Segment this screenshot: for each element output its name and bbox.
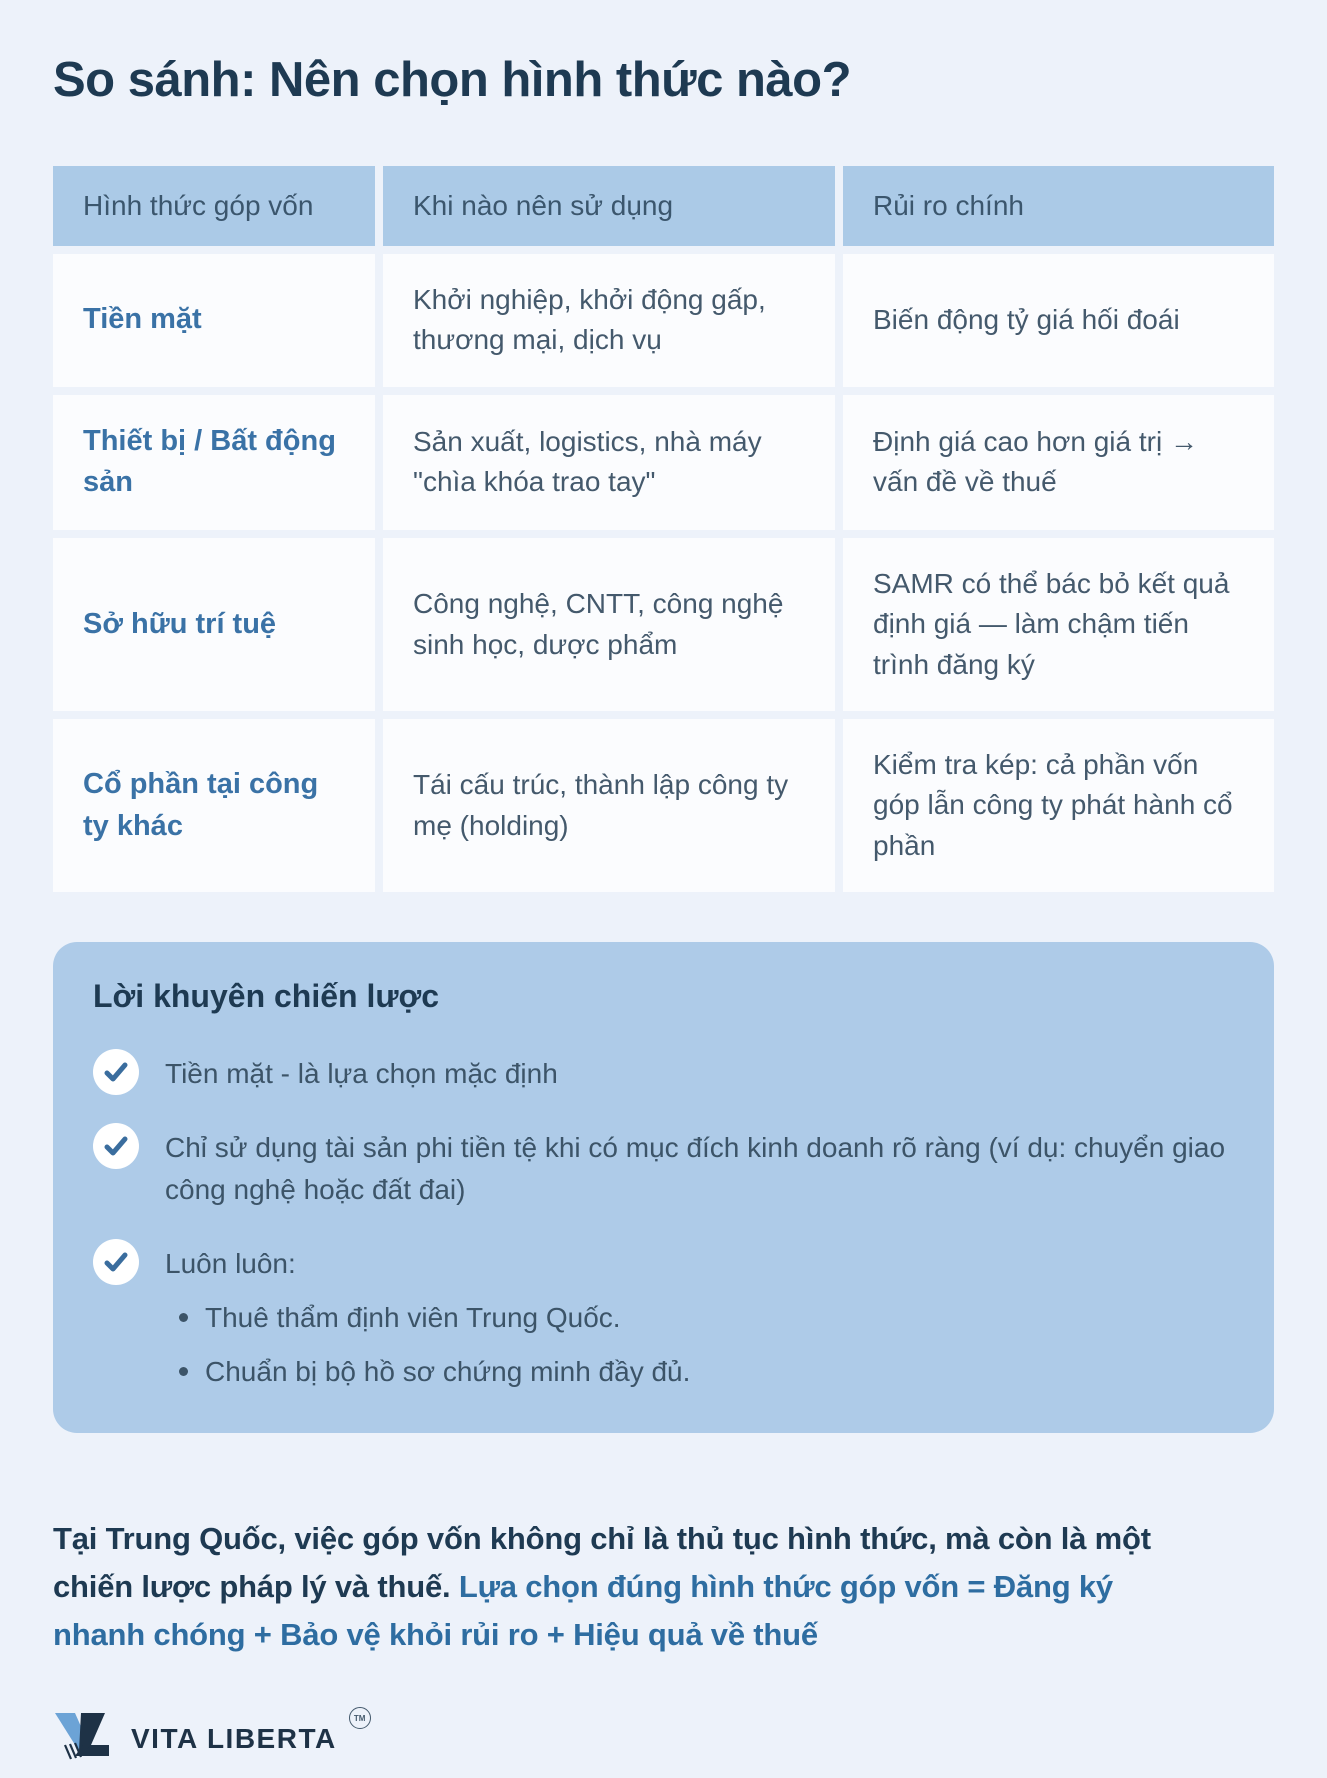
check-icon — [93, 1123, 139, 1169]
advice-item-non-cash-assets — [93, 1123, 1232, 1211]
table-row-shares-when: Tái cấu trúc, thành lập công ty mẹ (holding) — [383, 719, 835, 892]
table-header-when: Khi nào nên sử dụng — [383, 166, 835, 246]
table-row-shares-form: Cổ phần tại công ty khác — [53, 719, 375, 892]
table-row-shares-risk: Kiểm tra kép: cả phần vốn góp lẫn công ty phát hành cổ phần — [843, 719, 1274, 892]
table-row-equipment-form: Thiết bị / Bất động sản — [53, 395, 375, 531]
table-row-ip-risk: SAMR có thể bác bỏ kết quả định giá — làm chậm tiến trình đăng ký — [843, 538, 1274, 711]
vita-liberta-logo-icon — [53, 1711, 111, 1766]
advice-item-text: Tiền mặt - là lựa chọn mặc định — [165, 1058, 558, 1089]
table-header-risk: Rủi ro chính — [843, 166, 1274, 246]
footer-note-plain: Tại Trung Quốc, việc góp vốn không chỉ là thủ tục hình thức, mà còn là một chiến lược pháp lý và thuế. — [53, 1521, 1151, 1605]
check-icon — [93, 1049, 139, 1095]
table-row-cash-form: Tiền mặt — [53, 254, 375, 387]
table-row-cash-risk: Biến động tỷ giá hối đoái — [843, 254, 1274, 387]
advice-item-text: Chỉ sử dụng tài sản phi tiền tệ khi có mục đích kinh doanh rõ ràng (ví dụ: chuyển giao công nghệ hoặc đất đai) — [165, 1132, 1226, 1205]
page-title: So sánh: Nên chọn hình thức nào? — [53, 53, 852, 107]
table-row-ip-form: Sở hữu trí tuệ — [53, 538, 375, 711]
trademark-icon: TM — [349, 1707, 371, 1729]
check-icon — [93, 1239, 139, 1285]
advice-item-cash-default — [93, 1049, 1232, 1095]
advice-sub-item: Thuê thẩm định viên Trung Quốc. — [165, 1297, 690, 1339]
table-row-equipment-risk: Định giá cao hơn giá trị → vấn đề về thuế — [843, 395, 1274, 531]
table-row-equipment-when: Sản xuất, logistics, nhà máy "chìa khóa trao tay" — [383, 395, 835, 531]
advice-item-text: Luôn luôn: — [165, 1248, 296, 1279]
table-row-ip-when: Công nghệ, CNTT, công nghệ sinh học, dược phẩm — [383, 538, 835, 711]
comparison-table — [53, 166, 1274, 892]
advice-sub-list — [165, 1297, 690, 1393]
advice-item-always — [93, 1239, 1232, 1393]
brand-name: VITA LIBERTA — [131, 1722, 337, 1754]
table-header-form: Hình thức góp vốn — [53, 166, 375, 246]
footer-note-highlight: Lựa chọn đúng hình thức góp vốn = Đăng ký nhanh chóng + Bảo vệ khỏi rủi ro + Hiệu quả về thuế — [53, 1569, 1113, 1653]
brand-footer — [53, 1711, 1274, 1766]
advice-title: Lời khuyên chiến lược — [93, 978, 440, 1014]
advice-box — [53, 942, 1274, 1433]
footer-note — [53, 1515, 1163, 1659]
table-row-cash-when: Khởi nghiệp, khởi động gấp, thương mại, dịch vụ — [383, 254, 835, 387]
advice-sub-item: Chuẩn bị bộ hồ sơ chứng minh đầy đủ. — [165, 1351, 690, 1393]
